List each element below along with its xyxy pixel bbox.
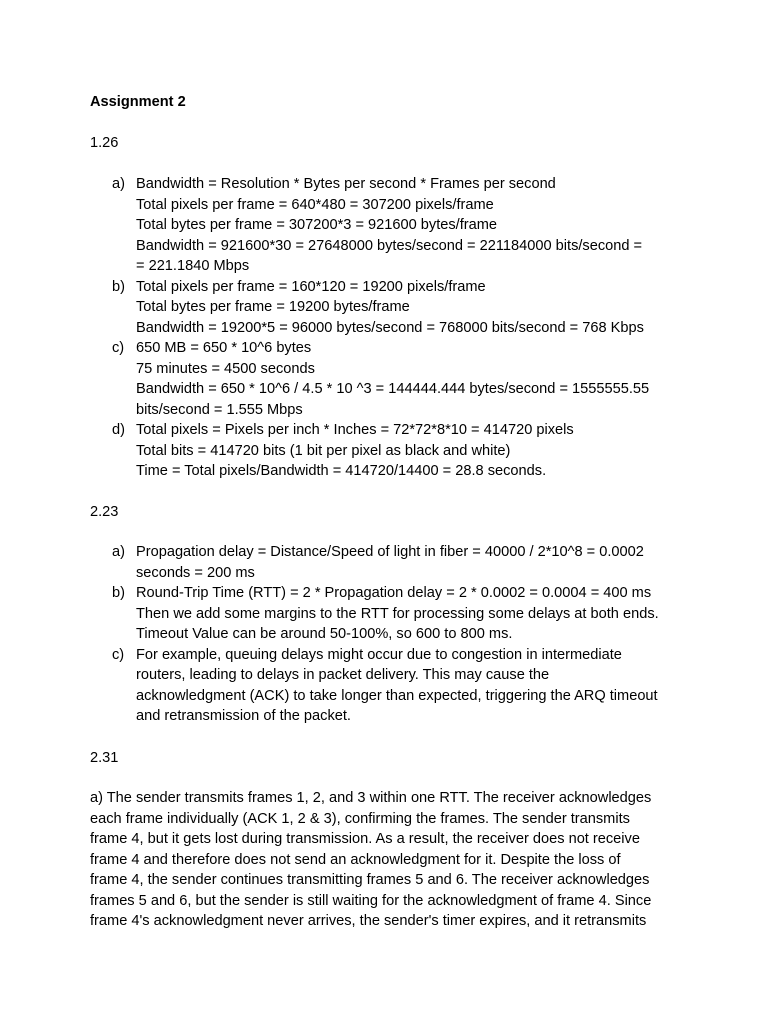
item-line: seconds = 200 ms [136,564,255,581]
item-line: Then we add some margins to the RTT for processing some delays at both ends. [136,605,659,622]
paragraph-line: each frame individually (ACK 1, 2 & 3), confirming the frames. The sender transmits [90,810,630,827]
item-line: Round-Trip Time (RTT) = 2 * Propagation delay = 2 * 0.0002 = 0.0004 = 400 ms [136,585,652,601]
item-line: Bandwidth = Resolution * Bytes per second * Frames per second [136,176,556,192]
item-line: Total bytes per frame = 19200 bytes/frame [136,299,410,315]
question-item-2-23-c [112,645,692,727]
item-line: 650 MB = 650 * 10^6 bytes [136,340,312,356]
item-body [136,277,692,339]
question-item-1-26-a [112,174,692,277]
item-line: Bandwidth = 921600*30 = 27648000 bytes/second = 221184000 bits/second = [136,237,643,254]
item-body [136,420,692,482]
question-list-2-23 [112,542,692,727]
item-line: and retransmission of the packet. [136,708,351,724]
item-body [136,542,692,583]
item-marker: d) [112,422,125,438]
section-number-2-23: 2.23 [90,504,119,520]
item-line: acknowledgment (ACK) to take longer than expected, triggering the ARQ timeout [136,687,658,704]
page-title: Assignment 2 [90,94,186,110]
item-line: Bandwidth = 19200*5 = 96000 bytes/second = 768000 bits/second = 768 Kbps [136,319,644,336]
item-marker: c) [112,646,125,663]
item-line: For example, queuing delays might occur due to congestion in intermediate [136,646,622,663]
item-line: Total pixels = Pixels per inch * Inches = 72*72*8*10 = 414720 pixels [136,422,574,438]
paragraph-line: a) The sender transmits frames 1, 2, and 3 within one RTT. The receiver acknowledges [90,790,652,806]
item-marker: a) [112,544,125,560]
question-item-2-23-a [112,542,692,583]
section-number-1-26: 1.26 [90,135,119,151]
question-item-1-26-b [112,277,692,339]
item-line: Total bytes per frame = 307200*3 = 921600 bytes/frame [136,217,498,233]
section-number-2-31: 2.31 [90,750,119,766]
question-item-1-26-c [112,338,692,420]
item-body [136,338,692,420]
paragraph-line: frame 4's acknowledgment never arrives, the sender's timer expires, and it retransmits [90,913,647,929]
item-body [136,583,692,645]
item-marker: c) [112,340,125,356]
item-line: routers, leading to delays in packet delivery. This may cause the [136,667,550,683]
item-line: Total pixels per frame = 160*120 = 19200 pixels/frame [136,278,486,295]
paragraph-line: frame 4 and therefore does not send an acknowledgment for it. Despite the loss of [90,851,621,868]
item-line: bits/second = 1.555 Mbps [136,401,303,418]
item-body [136,645,692,727]
question-item-1-26-d [112,420,692,482]
item-marker: b) [112,278,125,295]
item-line: Propagation delay = Distance/Speed of light in fiber = 40000 / 2*10^8 = 0.0002 [136,544,644,560]
item-line: Total bits = 414720 bits (1 bit per pixel as black and white) [136,442,511,459]
question-item-2-23-b [112,583,692,645]
item-line: = 221.1840 Mbps [136,258,250,274]
item-line: Time = Total pixels/Bandwidth = 414720/14400 = 28.8 seconds. [136,463,547,479]
item-line: Bandwidth = 650 * 10^6 / 4.5 * 10 ^3 = 144444.444 bytes/second = 1555555.55 [136,381,650,397]
question-list-1-26 [112,174,692,482]
paragraph-line: frame 4, the sender continues transmitting frames 5 and 6. The receiver acknowledges [90,872,650,888]
item-line: 75 minutes = 4500 seconds [136,360,315,377]
item-line: Timeout Value can be around 50-100%, so 600 to 800 ms. [136,626,513,642]
paragraph-line: frames 5 and 6, but the sender is still waiting for the acknowledgment of frame 4. Since [90,892,652,909]
answer-paragraph-2-31 [90,788,690,932]
item-marker: b) [112,585,125,601]
paragraph-line: frame 4, but it gets lost during transmission. As a result, the receiver does not receive [90,831,640,847]
item-marker: a) [112,176,125,192]
item-body [136,174,692,277]
item-line: Total pixels per frame = 640*480 = 307200 pixels/frame [136,196,494,213]
